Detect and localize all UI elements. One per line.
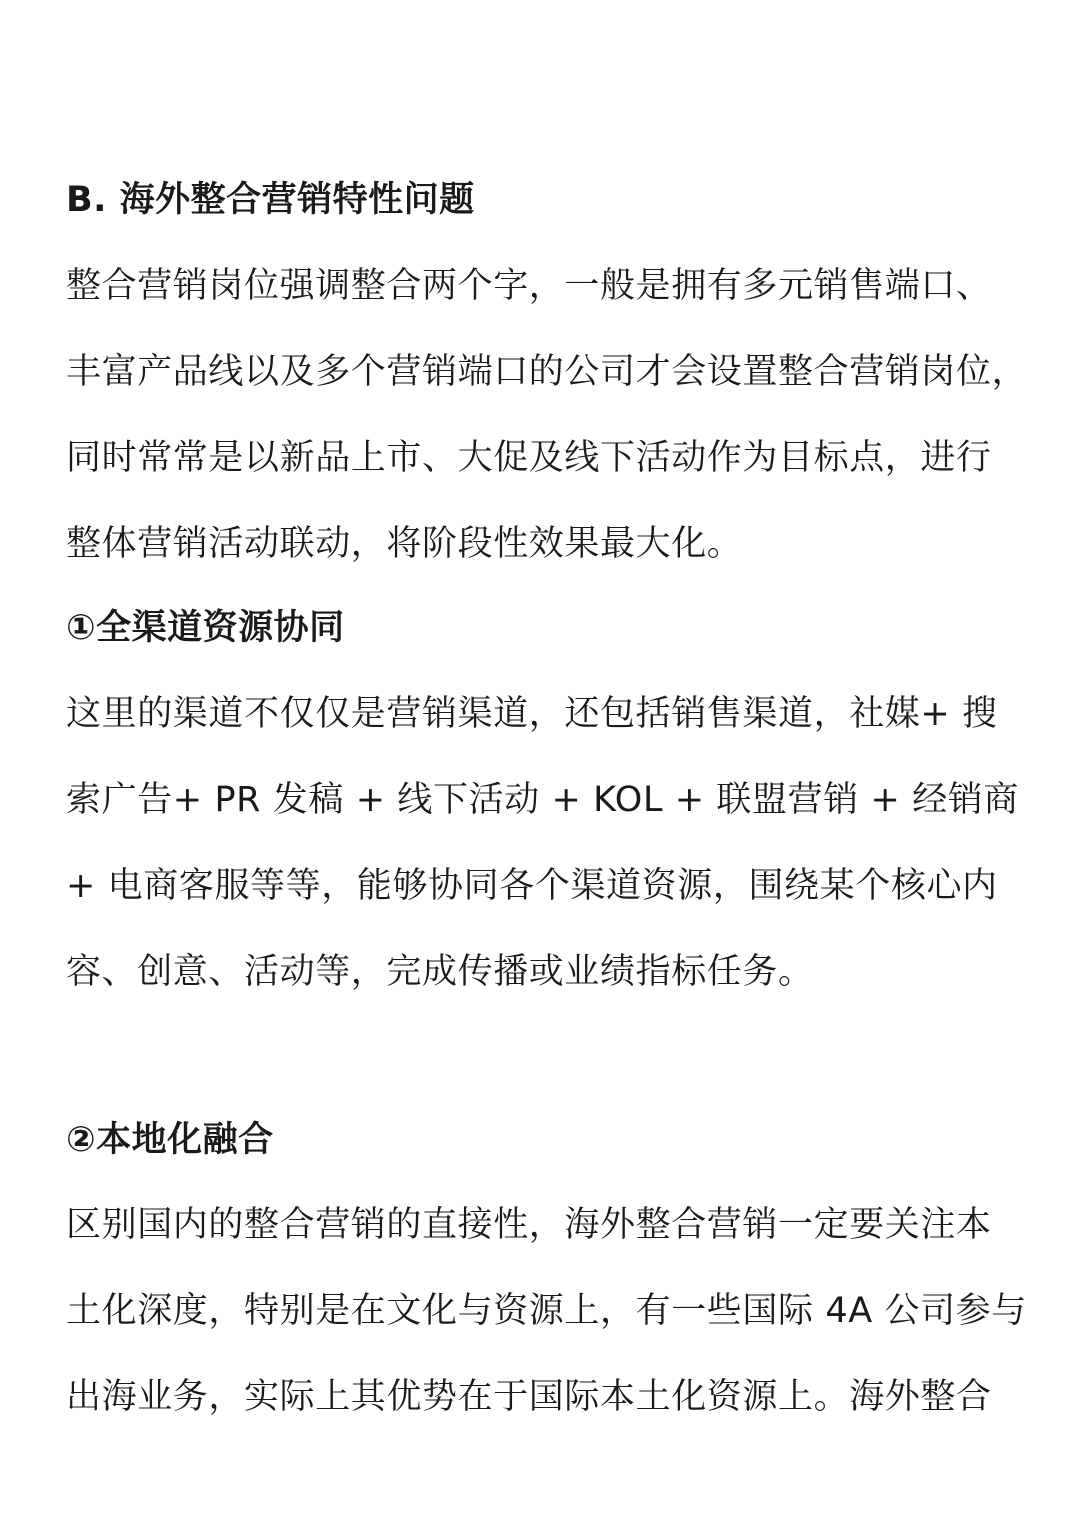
subsection-2-line-1: 区别国内的整合营销的直接性，海外整合营销一定要关注本 [66,1205,992,1245]
section-b-line-4: 整体营销活动联动，将阶段性效果最大化。 [66,524,743,564]
subsection-1-line-1: 这里的渠道不仅仅是营销渠道，还包括销售渠道，社媒+ 搜 [66,694,998,734]
section-b-line-2: 丰富产品线以及多个营销端口的公司才会设置整合营销岗位， [66,352,1028,392]
section-b-line-3: 同时常常是以新品上市、大促及线下活动作为目标点，进行 [66,438,992,478]
subsection-1-line-3: + 电商客服等等，能够协同各个渠道资源，围绕某个核心内 [66,866,998,906]
section-b-heading: B. 海外整合营销特性问题 [66,180,475,220]
subsection-1-line-4: 容、创意、活动等，完成传播或业绩指标任务。 [66,952,814,992]
section-b-line-1: 整合营销岗位强调整合两个字，一般是拥有多元销售端口、 [66,266,992,306]
subsection-2-line-2: 土化深度，特别是在文化与资源上，有一些国际 4A 公司参与 [66,1291,1027,1331]
subsection-1-line-2: 索广告+ PR 发稿 + 线下活动 + KOL + 联盟营销 + 经销商 [66,780,1019,820]
subsection-2-line-3: 出海业务，实际上其优势在于国际本土化资源上。海外整合 [66,1377,992,1417]
subsection-1-heading: ①全渠道资源协同 [66,608,345,648]
subsection-2-heading: ②本地化融合 [66,1120,274,1160]
